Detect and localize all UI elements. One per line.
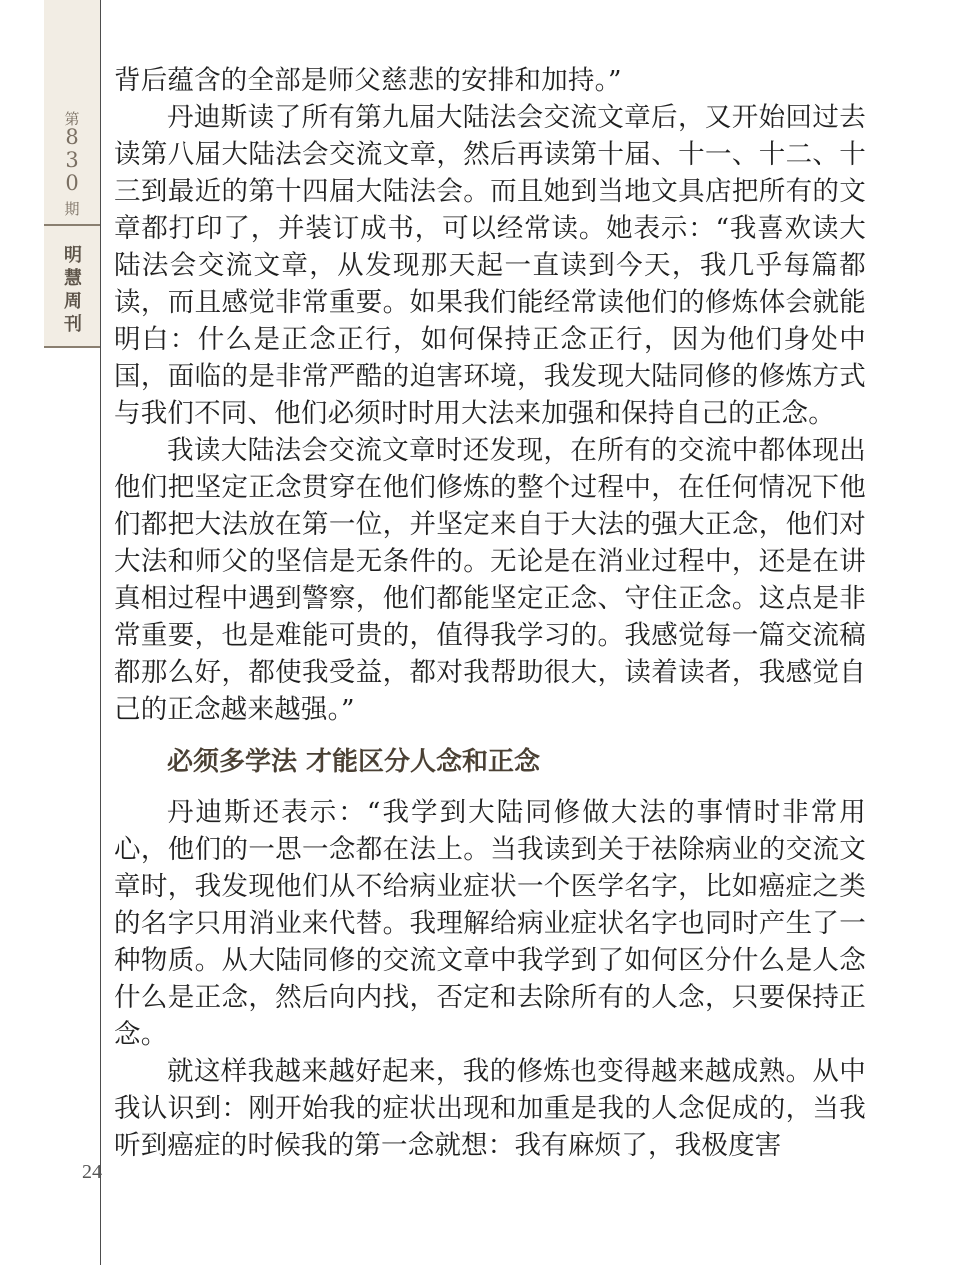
paragraph: 丹迪斯还表示：“我学到大陆同修做大法的事情时非常用心，他们的一思一念都在法上。当我读到关于祛除病业的交流文章时，我发现他们从不给病业症状一个医学名字，比如癌症之类的名字只用消业来代替。我理解给病业症状名字也同时产生了一种物质。从大陆同修的交流文章中我学到了如何区分什么是人念什么是正念，然后向内找，否定和去除所有的人念，只要保持正念。 [114, 797, 866, 1050]
journal-name: 明慧周刊 [64, 245, 82, 335]
article-body [114, 62, 866, 1164]
issue-prefix: 第 [64, 110, 80, 128]
page-number: 24 [82, 1161, 102, 1183]
sidebar-divider [44, 224, 100, 226]
paragraph: 丹迪斯读了所有第九届大陆法会交流文章后，又开始回过去读第八届大陆法会交流文章，然后再读第十届、十一、十二、十三到最近的第十四届大陆法会。而且她到当地文具店把所有的文章都打印了，并装订成书，可以经常读。她表示：“我喜欢读大陆法会交流文章，从发现那天起一直读到今天，我几乎每篇都读，而且感觉非常重要。如果我们能经常读他们的修炼体会就能明白：什么是正念正行，如何保持正念正行，因为他们身处中国，面临的是非常严酷的迫害环境，我发现大陆同修的修炼方式与我们不同、他们必须时时用大法来加强和保持自己的正念。 [114, 102, 866, 429]
section-heading: 必须多学法 才能区分人念和正念 [167, 747, 541, 777]
margin-rule [100, 0, 101, 1265]
paragraph: 我读大陆法会交流文章时还发现，在所有的交流中都体现出他们把坚定正念贯穿在他们修炼的整个过程中，在任何情况下他们都把大法放在第一位，并坚定来自于大法的强大正念，他们对大法和师父的坚信是无条件的。无论是在消业过程中，还是在讲真相过程中遇到警察，他们都能坚定正念、守住正念。这点是非常重要，也是难能可贵的，值得我学习的。我感觉每一篇交流稿都那么好，都使我受益，都对我帮助很大，读着读者，我感觉自己的正念越来越强。” [114, 435, 866, 725]
paragraph: 就这样我越来越好起来，我的修炼也变得越来越成熟。从中我认识到：刚开始我的症状出现和加重是我的人念促成的，当我听到癌症的时候我的第一念就想：我有麻烦了，我极度害 [114, 1056, 866, 1161]
paragraph-continued: 背后蕴含的全部是师父慈悲的安排和加持。” [114, 65, 622, 96]
issue-suffix: 期 [64, 200, 80, 218]
issue-number: 830 [65, 125, 79, 195]
